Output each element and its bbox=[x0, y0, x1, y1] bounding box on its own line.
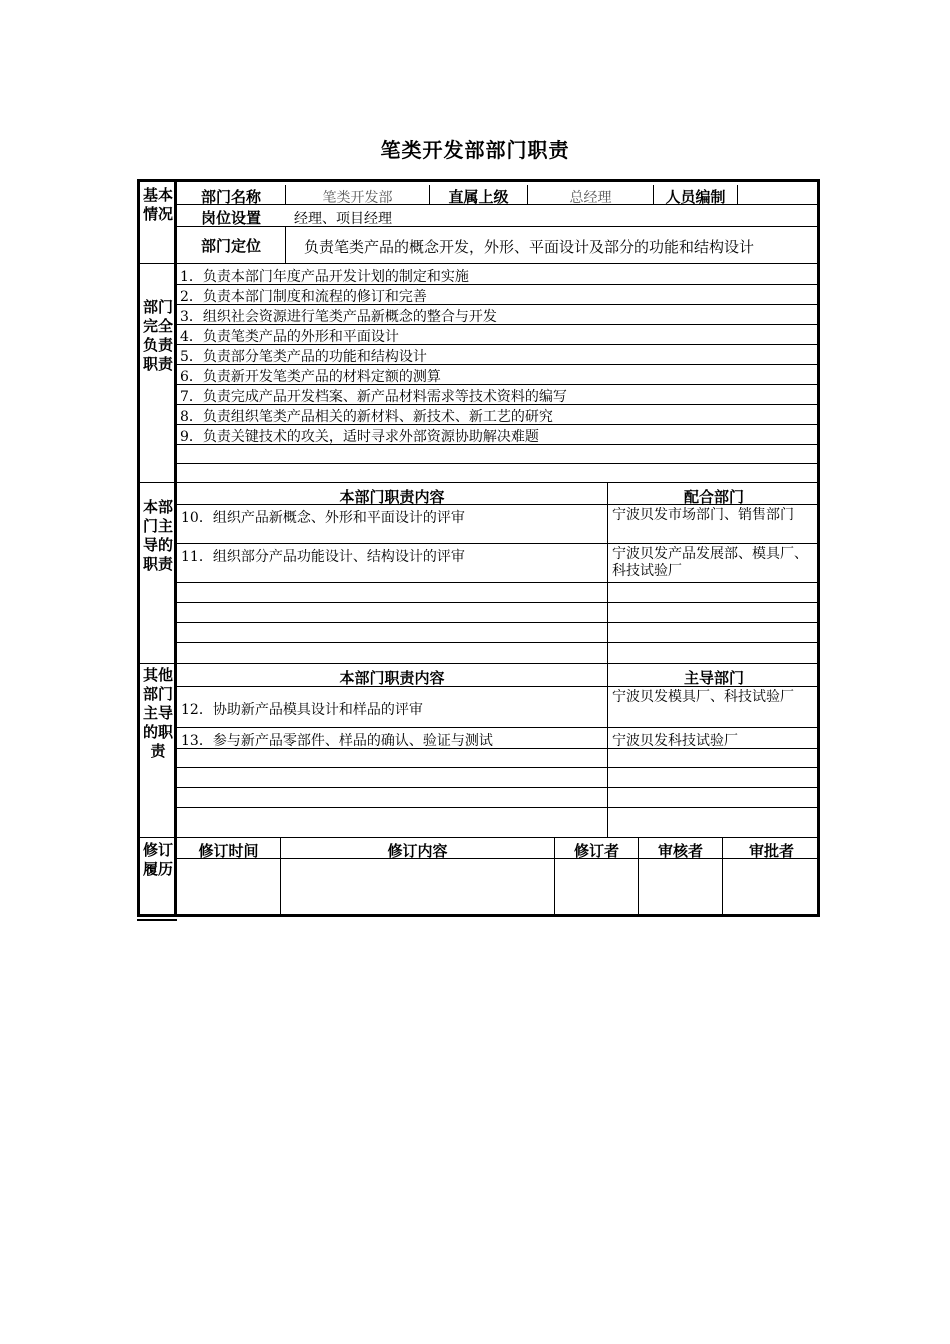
lead-col-duty-header: 本部门职责内容 bbox=[339, 488, 445, 506]
section-rule bbox=[140, 837, 176, 838]
row-rule bbox=[177, 263, 820, 264]
row-rule bbox=[177, 837, 820, 838]
other-col-duty-header: 本部门职责内容 bbox=[339, 669, 445, 687]
positioning-label: 部门定位 bbox=[200, 237, 261, 255]
row-rule bbox=[177, 642, 820, 643]
lead-col-dept-header: 配合部门 bbox=[683, 488, 744, 506]
lead-dept: 宁波贝发市场部门、销售部门 bbox=[612, 507, 794, 523]
page-title: 笔类开发部部门职责 bbox=[380, 138, 570, 162]
section-full-label: 部门完全负责职责 bbox=[142, 298, 173, 373]
approver-header: 审批者 bbox=[748, 842, 794, 860]
row-rule bbox=[177, 787, 820, 788]
full-duty-item: 3．组织社会资源进行笔类产品新概念的整合与开发 bbox=[180, 309, 497, 325]
other-col-dept-header: 主导部门 bbox=[683, 669, 744, 687]
row-rule bbox=[177, 482, 820, 483]
full-duty-item: 8．负责组织笔类产品相关的新材料、新技术、新工艺的研究 bbox=[180, 409, 553, 425]
section-basic-label: 基本情况 bbox=[142, 186, 173, 223]
lead-duty: 10．组织产品新概念、外形和平面设计的评审 bbox=[181, 510, 465, 526]
positioning-value: 负责笔类产品的概念开发，外形、平面设计及部分的功能和结构设计 bbox=[304, 238, 755, 256]
revision-content-header: 修订内容 bbox=[387, 842, 448, 860]
positions-value: 经理、项目经理 bbox=[294, 211, 392, 227]
other-duty: 12．协助新产品模具设计和样品的评审 bbox=[181, 702, 423, 718]
row-rule bbox=[177, 727, 820, 728]
dept-name-label: 部门名称 bbox=[200, 188, 261, 206]
other-dept: 宁波贝发模具厂、科技试验厂 bbox=[612, 689, 794, 705]
full-duty-item: 5．负责部分笔类产品的功能和结构设计 bbox=[180, 349, 427, 365]
section-revision-label: 修订履历 bbox=[142, 841, 173, 878]
full-duty-item: 7．负责完成产品开发档案、新产品材料需求等技术资料的编写 bbox=[180, 389, 567, 405]
positions-label: 岗位设置 bbox=[200, 209, 261, 227]
section-rule bbox=[140, 263, 176, 264]
revision-time-header: 修订时间 bbox=[198, 842, 259, 860]
full-duty-item: 1．负责本部门年度产品开发计划的制定和实施 bbox=[180, 269, 469, 285]
full-duty-item: 2．负责本部门制度和流程的修订和完善 bbox=[180, 289, 427, 305]
other-duty: 13．参与新产品零部件、样品的确认、验证与测试 bbox=[181, 733, 493, 749]
section-lead-label: 本部门主导的职责 bbox=[142, 498, 173, 573]
row-rule bbox=[177, 602, 820, 603]
section-rule bbox=[140, 482, 176, 483]
dept-name-value: 笔类开发部 bbox=[322, 190, 393, 206]
row-rule bbox=[177, 663, 820, 664]
full-duty-item: 6．负责新开发笔类产品的材料定额的测算 bbox=[180, 369, 441, 385]
col-rule bbox=[607, 663, 608, 837]
row-rule bbox=[177, 463, 820, 464]
full-duty-item: 4．负责笔类产品的外形和平面设计 bbox=[180, 329, 399, 345]
lead-duty: 11．组织部分产品功能设计、结构设计的评审 bbox=[181, 549, 465, 565]
lead-dept: 宁波贝发产品发展部、模具厂、科技试验厂 bbox=[612, 546, 808, 579]
superior-label: 直属上级 bbox=[448, 188, 509, 206]
row-rule bbox=[177, 807, 820, 808]
col-rule bbox=[285, 226, 286, 263]
section-rule bbox=[137, 919, 177, 927]
reviewer-header: 审核者 bbox=[657, 842, 703, 860]
row-rule bbox=[177, 582, 820, 583]
full-duty-item: 9．负责关键技术的攻关，适时寻求外部资源协助解决难题 bbox=[180, 429, 539, 445]
other-dept: 宁波贝发科技试验厂 bbox=[612, 733, 738, 749]
col-rule bbox=[607, 482, 608, 663]
superior-value: 总经理 bbox=[569, 190, 612, 206]
col-rule bbox=[737, 185, 738, 204]
reviser-header: 修订者 bbox=[573, 842, 619, 860]
staffing-label: 人员编制 bbox=[665, 188, 726, 206]
section-rule bbox=[140, 663, 176, 664]
row-rule bbox=[177, 622, 820, 623]
row-rule bbox=[177, 543, 820, 544]
section-other-label: 其他部门主导的职责 bbox=[142, 666, 173, 760]
row-rule bbox=[177, 767, 820, 768]
